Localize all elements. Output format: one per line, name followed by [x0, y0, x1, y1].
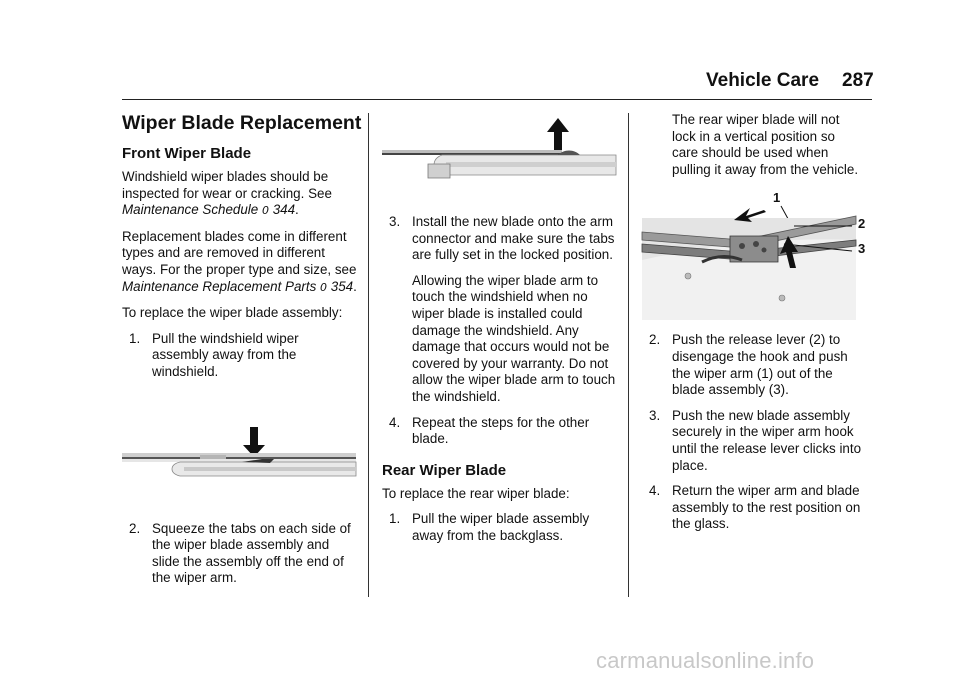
down-arrow-icon: [243, 427, 265, 457]
paragraph-replacement: Replacement blades come in different types and are removed in different ways. For the proper type and size, see Maintenance Replacement Parts 0 354.: [122, 228, 357, 294]
up-arrow-icon: [547, 118, 569, 150]
header-rule: [122, 99, 872, 100]
rear-step-1: [382, 511, 618, 544]
rear-step-3: [642, 408, 864, 474]
link-maintenance-parts-page: 354: [330, 278, 354, 294]
rear-step-2: [642, 332, 864, 398]
xref-arrow-icon: 0: [261, 204, 269, 218]
running-header-title: Vehicle Care: [706, 70, 820, 91]
step-number: 1.: [129, 330, 141, 346]
paragraph-to-replace: To replace the wiper blade assembly:: [122, 305, 343, 321]
callout-3: 3: [858, 241, 866, 257]
step-number: 3.: [389, 214, 401, 229]
front-step-3: [382, 214, 618, 264]
rear-step-4: [642, 483, 864, 533]
link-maintenance-parts[interactable]: [122, 279, 353, 294]
step-number: 2.: [129, 520, 141, 536]
figure-rear-wiper: [642, 188, 864, 320]
step-number: 3.: [649, 407, 661, 423]
link-maintenance-schedule-page: 344: [272, 202, 296, 218]
front-step-1: [122, 331, 358, 381]
step-text: Push the new blade assembly securely in the wiper arm hook until the release lever clicks into place.: [672, 407, 862, 473]
paragraph-inspect-text: Windshield wiper blades should be inspected for wear or cracking. See: [122, 169, 332, 201]
page-number: 287: [842, 70, 874, 91]
column-1: [122, 112, 362, 596]
front-step-4: [382, 415, 618, 448]
step-text: Pull the wiper blade assembly away from the backglass.: [412, 511, 590, 543]
step-number: 2.: [649, 332, 661, 348]
column-3: [642, 112, 864, 542]
section-title: Wiper Blade Replacement: [122, 112, 362, 134]
step-number: 1.: [389, 511, 401, 527]
paragraph-replacement-text: Replacement blades come in different types and are removed in different ways. For the proper type and size, see: [122, 228, 357, 277]
column-2: [382, 112, 618, 554]
paragraph-inspect: Windshield wiper blades should be inspected for wear or cracking. See Maintenance Schedule 0 344.: [122, 169, 332, 218]
callout-1: 1: [773, 190, 781, 206]
front-step-2: [122, 521, 358, 587]
step-number: 4.: [389, 414, 401, 430]
link-maintenance-schedule-label: Maintenance Schedule: [122, 202, 259, 218]
callout-2: 2: [858, 216, 866, 232]
column-divider-1: [368, 113, 369, 597]
step-text: Return the wiper arm and blade assembly to the rest position on the glass.: [672, 483, 861, 532]
xref-arrow-icon: 0: [320, 280, 328, 294]
subsection-title-front: Front Wiper Blade: [122, 145, 252, 162]
paragraph-rear-intro: To replace the rear wiper blade:: [382, 485, 570, 501]
step-text: Push the release lever (2) to disengage the hook and push the wiper arm (1) out of the blade assembly (3).: [672, 332, 848, 398]
column-divider-2: [628, 113, 629, 597]
figure-front-wiper-pull: [122, 419, 356, 499]
step-text: Squeeze the tabs on each side of the wiper blade assembly and slide the assembly off the end of the wiper arm.: [152, 520, 351, 586]
step-text: Repeat the steps for the other blade.: [412, 414, 590, 447]
step-number: 4.: [649, 483, 661, 499]
step-text: Install the new blade onto the arm connector and make sure the tabs are fully set in the locked position.: [412, 214, 615, 263]
link-maintenance-parts-label: Maintenance Replacement Parts: [122, 278, 317, 294]
link-maintenance-schedule[interactable]: [122, 202, 295, 217]
step-text: Pull the windshield wiper assembly away from the windshield.: [152, 330, 299, 379]
subsection-title-rear: Rear Wiper Blade: [382, 461, 507, 479]
rear-caution-note: The rear wiper blade will not lock in a vertical position so care should be used when pulling it away from the vehicle.: [672, 112, 859, 177]
figure-front-wiper-install: [382, 112, 616, 198]
footer-watermark: carmanualsonline.info: [596, 648, 815, 673]
caution-note: Allowing the wiper blade arm to touch the windshield when no wiper blade is installed could damage the windshield. Any damage that occurs would not be covered by your warranty. Do not allow the wiper blade arm to touch the windshield.: [412, 272, 616, 404]
